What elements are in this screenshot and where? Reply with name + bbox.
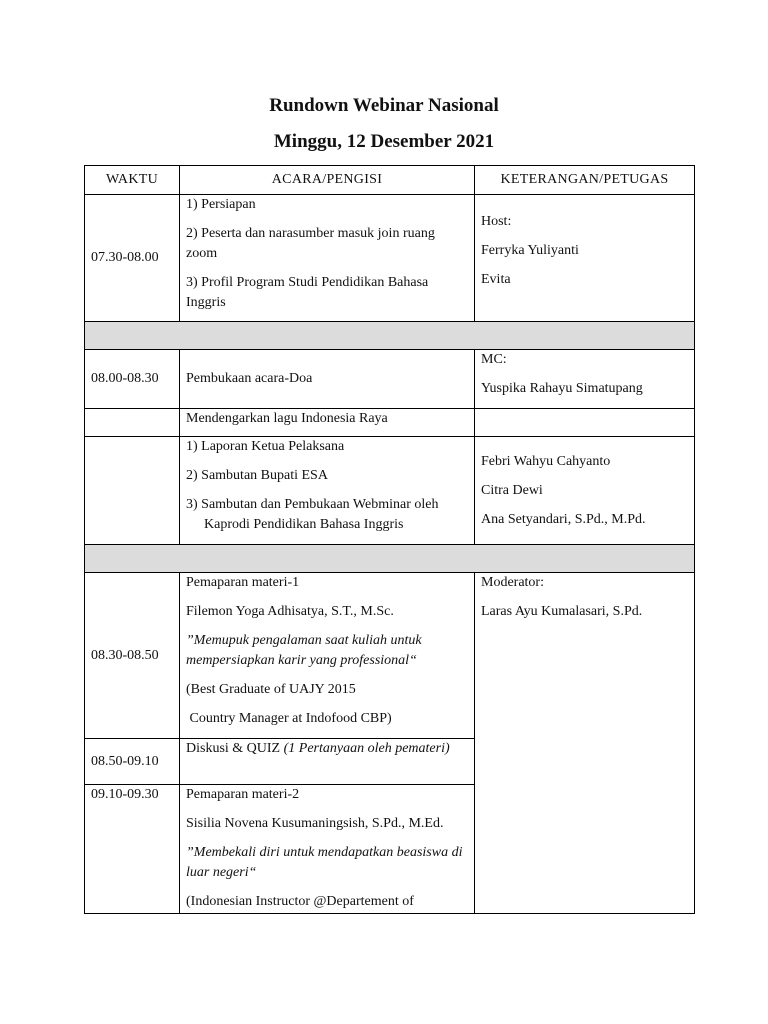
event-cell: Pembukaan acara-Doa [180,350,475,409]
speaker-name: Sisilia Novena Kusumaningsish, S.Pd., M.Ed. [186,816,444,831]
time-cell [85,409,180,437]
notes-line: Ferryka Yuliyanti [481,243,579,258]
document-title: Rundown Webinar Nasional [269,95,499,116]
notes-line: MC: [481,352,507,367]
event-line: 2) Sambutan Bupati ESA [186,468,328,483]
event-line: Pemaparan materi-1 [186,575,300,590]
time-cell: 09.10-09.30 [85,785,180,914]
notes-cell [475,437,695,545]
event-line: Pemaparan materi-2 [186,787,300,802]
event-cell [180,573,475,739]
speaker-info: Country Manager at Indofood CBP) [186,711,392,726]
document-date: Minggu, 12 Desember 2021 [273,131,495,152]
event-cell: Mendengarkan lagu Indonesia Raya [180,409,475,437]
table-row [85,573,695,739]
event-cell [180,437,475,545]
header-row [85,166,695,195]
table-row [85,437,695,545]
rundown-table [84,165,695,914]
notes-line: Evita [481,272,511,287]
event-line: 1) Laporan Ketua Pelaksana [186,439,345,454]
notes-line: Ana Setyandari, S.Pd., M.Pd. [481,511,646,527]
event-text: Diskusi & QUIZ [186,741,284,756]
table-row [85,195,695,322]
notes-line: Laras Ayu Kumalasari, S.Pd. [481,604,643,619]
separator-row [85,322,695,350]
talk-title: ”Memupuk pengalaman saat kuliah untuk mempersiapkan karir yang professional“ [186,633,422,668]
table-row [85,409,695,437]
event-cell [180,785,475,914]
header-waktu: WAKTU [85,166,180,195]
notes-line: Citra Dewi [481,482,543,498]
header-keterangan: KETERANGAN/PETUGAS [475,166,695,195]
time-cell: 08.50-09.10 [85,739,180,785]
event-line: 3) Sambutan dan Pembukaan Webminar oleh [186,497,439,512]
event-note: (1 Pertanyaan oleh pemateri) [283,741,450,756]
event-cell [180,195,475,322]
time-cell: 08.30-08.50 [85,573,180,739]
table-row [85,350,695,409]
time-cell: 07.30-08.00 [85,195,180,322]
event-line: Kaprodi Pendidikan Bahasa Inggris [204,517,404,532]
speaker-info: (Best Graduate of UAJY 2015 [186,682,356,697]
notes-cell [475,195,695,322]
event-line: 3) Profil Program Studi Pendidikan Bahasa Inggris [186,275,429,310]
notes-cell [475,350,695,409]
notes-line: Host: [481,214,512,229]
speaker-name: Filemon Yoga Adhisatya, S.T., M.Sc. [186,604,394,619]
talk-title: ”Membekali diri untuk mendapatkan beasiswa di luar negeri“ [186,845,463,880]
notes-line: Febri Wahyu Cahyanto [481,453,611,469]
time-cell [85,437,180,545]
event-cell [180,739,475,785]
speaker-info: (Indonesian Instructor @Departement of [186,894,414,909]
event-line: 1) Persiapan [186,197,256,212]
notes-cell [475,573,695,914]
notes-line: Yuspika Rahayu Simatupang [481,381,643,396]
event-line: 2) Peserta dan narasumber masuk join ruang zoom [186,226,435,261]
header-acara: ACARA/PENGISI [180,166,475,195]
separator-row [85,545,695,573]
notes-cell [475,409,695,437]
notes-line: Moderator: [481,575,544,590]
time-cell: 08.00-08.30 [85,350,180,409]
